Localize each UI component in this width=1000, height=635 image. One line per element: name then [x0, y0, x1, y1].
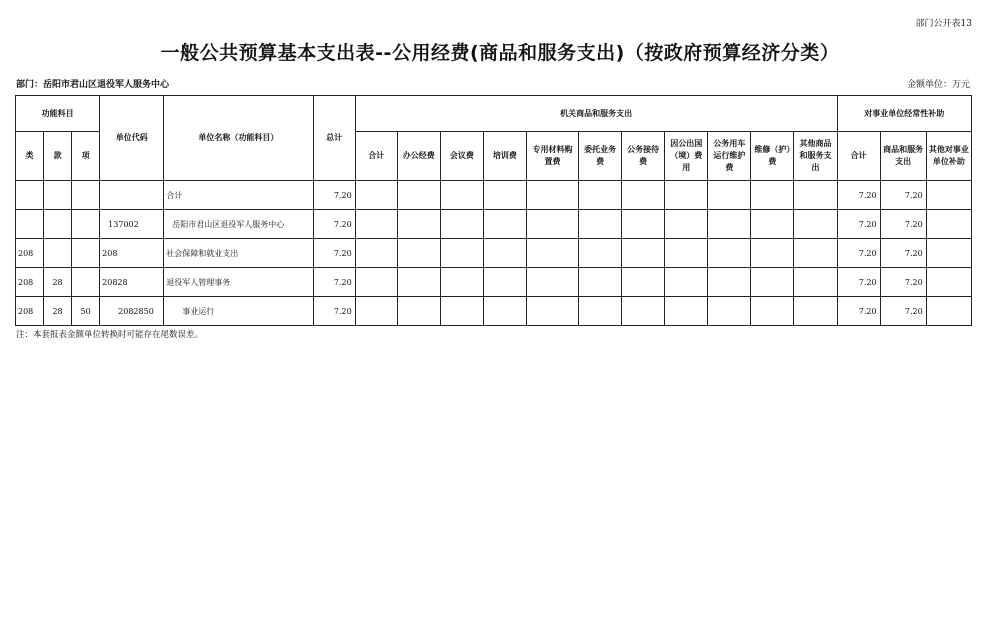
- cell-lei: [16, 210, 44, 239]
- header-org-goods-services: 机关商品和服务支出: [355, 96, 837, 132]
- header-office-expense: 办公经费: [397, 132, 440, 181]
- cell-kuan: [44, 210, 72, 239]
- header-official-reception: 公务接待费: [622, 132, 665, 181]
- cell-subsidy-goods: 7.20: [880, 239, 926, 268]
- header-vehicle-maintenance: 公务用车运行维护费: [708, 132, 751, 181]
- cell-lei: 208: [16, 239, 44, 268]
- header-lei: 类: [16, 132, 44, 181]
- table-row: [16, 239, 972, 268]
- cell-total: 7.20: [313, 297, 355, 326]
- header-meeting-fee: 会议费: [440, 132, 483, 181]
- table-row: [16, 210, 972, 239]
- footnote: 注：本套报表金额单位转换时可能存在尾数误差。: [16, 330, 204, 340]
- cell-code: 20828: [100, 268, 164, 297]
- cell-subsidy-total: 7.20: [837, 297, 880, 326]
- cell-subsidy-goods: 7.20: [880, 210, 926, 239]
- header-commissioned-business: 委托业务费: [579, 132, 622, 181]
- header-unit-code: 单位代码: [100, 96, 164, 181]
- cell-total: 7.20: [313, 239, 355, 268]
- header-special-materials: 专用材料购置费: [526, 132, 578, 181]
- cell-total: 7.20: [313, 210, 355, 239]
- table-row: [16, 297, 972, 326]
- table-row: [16, 181, 972, 210]
- cell-kuan: [44, 239, 72, 268]
- cell-kuan: [44, 181, 72, 210]
- cell-name: 岳阳市君山区退役军人服务中心: [164, 210, 313, 239]
- header-total: 总计: [313, 96, 355, 181]
- cell-code: 208: [100, 239, 164, 268]
- cell-lei: 208: [16, 297, 44, 326]
- cell-total: 7.20: [313, 181, 355, 210]
- cell-total: 7.20: [313, 268, 355, 297]
- header-training-fee: 培训费: [483, 132, 526, 181]
- cell-subsidy-total: 7.20: [837, 181, 880, 210]
- header-repair-fee: 维修（护）费: [751, 132, 794, 181]
- cell-lei: [16, 181, 44, 210]
- cell-name: 社会保障和就业支出: [164, 239, 313, 268]
- cell-kuan: 28: [44, 297, 72, 326]
- cell-name: 退役军人管理事务: [164, 268, 313, 297]
- amount-unit-label: 金额单位：万元: [906, 80, 970, 90]
- report-tag: 部门公开表13: [915, 19, 972, 29]
- cell-name: 合计: [164, 181, 313, 210]
- header-other-goods-services: 其他商品和服务支出: [794, 132, 837, 181]
- cell-code: 2082850: [100, 297, 164, 326]
- cell-kuan: 28: [44, 268, 72, 297]
- cell-subsidy-total: 7.20: [837, 239, 880, 268]
- cell-subsidy-goods: 7.20: [880, 297, 926, 326]
- header-kuan: 款: [44, 132, 72, 181]
- header-subsidy-goods: 商品和服务支出: [880, 132, 926, 181]
- table-row: [16, 268, 972, 297]
- header-subsidy-group: 对事业单位经常性补助: [837, 96, 971, 132]
- cell-xiang: [72, 239, 100, 268]
- cell-code: 137002: [100, 210, 164, 239]
- header-subsidy-other: 其他对事业单位补助: [926, 132, 971, 181]
- cell-name: 事业运行: [164, 297, 313, 326]
- cell-xiang: [72, 181, 100, 210]
- header-func-subject: 功能科目: [16, 96, 100, 132]
- cell-xiang: [72, 268, 100, 297]
- header-subsidy-total: 合计: [837, 132, 880, 181]
- page-title: 一般公共预算基本支出表--公用经费(商品和服务支出)（按政府预算经济分类）: [160, 42, 840, 64]
- cell-subsidy-goods: 7.20: [880, 181, 926, 210]
- header-org-total: 合计: [355, 132, 397, 181]
- cell-subsidy-goods: 7.20: [880, 268, 926, 297]
- header-xiang: 项: [72, 132, 100, 181]
- department-label: 部门：岳阳市君山区退役军人服务中心: [16, 80, 170, 90]
- header-overseas-travel: 因公出国（境）费用: [665, 132, 708, 181]
- cell-subsidy-total: 7.20: [837, 268, 880, 297]
- cell-code: [100, 181, 164, 210]
- cell-lei: 208: [16, 268, 44, 297]
- header-unit-name: 单位名称（功能科目）: [164, 96, 313, 181]
- cell-xiang: [72, 210, 100, 239]
- cell-xiang: 50: [72, 297, 100, 326]
- expenditure-table: [15, 95, 972, 326]
- cell-subsidy-total: 7.20: [837, 210, 880, 239]
